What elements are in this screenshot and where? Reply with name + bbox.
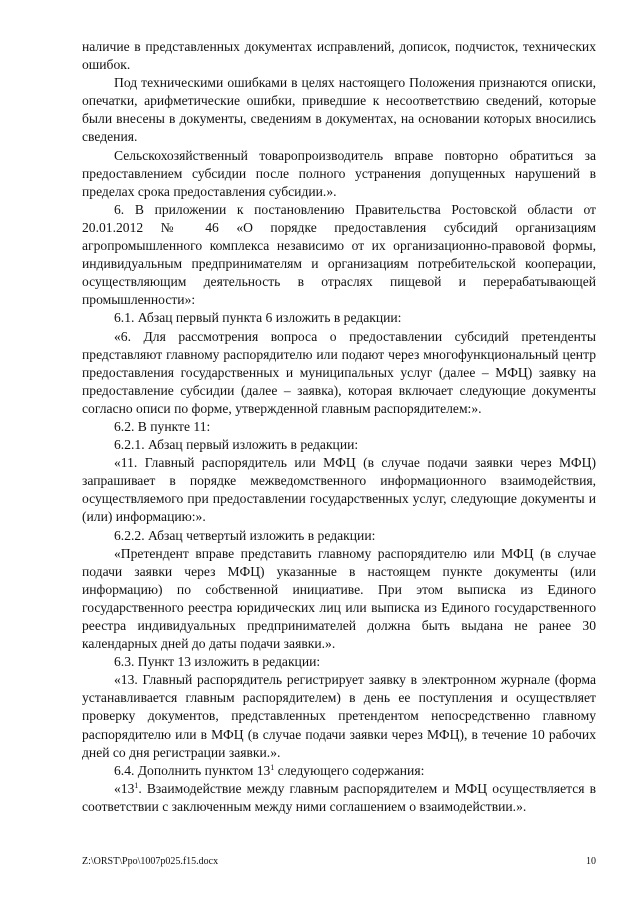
paragraph-6: «6. Для рассмотрения вопроса о предоставлении субсидий претенденты представляют главному распорядителю или подают через многофункциональный центр предоставления государственных и муниципальных услуг (далее – МФЦ) заявку на предоставление субсидии (далее – заявка), которая включает следующие документы согласно описи по форме, утвержденной главным распорядителем:». [82, 328, 596, 416]
paragraph-14-text-before: 6.4. Дополнить пунктом 13 [114, 762, 271, 778]
paragraph-15-superscript: 1 [134, 780, 139, 790]
paragraph-14-superscript: 1 [270, 762, 275, 772]
paragraph-14 [82, 762, 596, 780]
paragraph-3: Сельскохозяйственный товаропроизводитель вправе повторно обратиться за предоставлением субсидии после полного устранения допущенных нарушений в пределах срока предоставления субсидии.». [82, 147, 596, 199]
paragraph-7: 6.2. В пункте 11: [114, 418, 211, 434]
paragraph-2: Под техническими ошибками в целях настоящего Положения признаются описки, опечатки, арифметические ошибки, приведшие к несоответствию сведений, которые были внесены в документы, сведениям в документах, на основании которых вносились сведения. [82, 75, 596, 145]
paragraph-9: «11. Главный распорядитель или МФЦ (в случае подачи заявки через МФЦ) запрашивает в порядке межведомственного информационного взаимодействия, осуществляемого при предоставлении государственных услуг, следующие документы и (или) информацию:». [82, 455, 596, 525]
paragraph-15-text-after: . Взаимодействие между главным распорядителем и МФЦ осуществляется в соответствии с заключенным между ними соглашением о взаимодействии.». [82, 780, 596, 814]
footer-page-number: 10 [586, 856, 596, 867]
paragraph-8: 6.2.1. Абзац первый изложить в редакции: [114, 437, 359, 453]
paragraph-1: наличие в представленных документах исправлений, дописок, подчисток, технических ошибок. [82, 39, 596, 73]
paragraph-14-text-after: следующего содержания: [274, 762, 425, 778]
paragraph-5: 6.1. Абзац первый пункта 6 изложить в редакции: [114, 310, 402, 326]
page-footer [82, 855, 596, 869]
paragraph-13: «13. Главный распорядитель регистрирует заявку в электронном журнале (форма устанавливается главным распорядителем) в день ее поступления и осуществляет проверку документов, представленных претендентом непосредственно главному распорядителю или в МФЦ (в случае подачи заявки через МФЦ), в течение 10 рабочих дней со дня регистрации заявки.». [82, 672, 596, 760]
paragraph-11: «Претендент вправе представить главному распорядителю или МФЦ (в случае подачи заявки через МФЦ) указанные в настоящем пункте документы (или информацию) по собственной инициативе. При этом выписка из Единого государственного реестра юридических лиц или выписка из Единого государственного реестра индивидуальных предпринимателей должна быть выдана не ранее 30 календарных дней до даты подачи заявки.». [82, 545, 596, 652]
paragraph-12: 6.3. Пункт 13 изложить в редакции: [114, 654, 321, 670]
paragraph-4: 6. В приложении к постановлению Правительства Ростовской области от 20.01.2012 № 46 «О порядке предоставления субсидий организациям агропромышленного комплекса независимо от их организационно-правовой формы, индивидуальным предпринимателям и организациям потребительской кооперации, осуществляющим деятельность в отраслях пищевой и перерабатывающей промышленности»: [82, 201, 596, 308]
document-body [82, 38, 596, 816]
footer-file-path: Z:\ORST\Ppo\1007p025.f15.docx [82, 856, 219, 867]
paragraph-15-text-before: «13 [114, 780, 135, 796]
paragraph-15 [82, 780, 596, 816]
paragraph-10: 6.2.2. Абзац четвертый изложить в редакции: [114, 527, 376, 543]
